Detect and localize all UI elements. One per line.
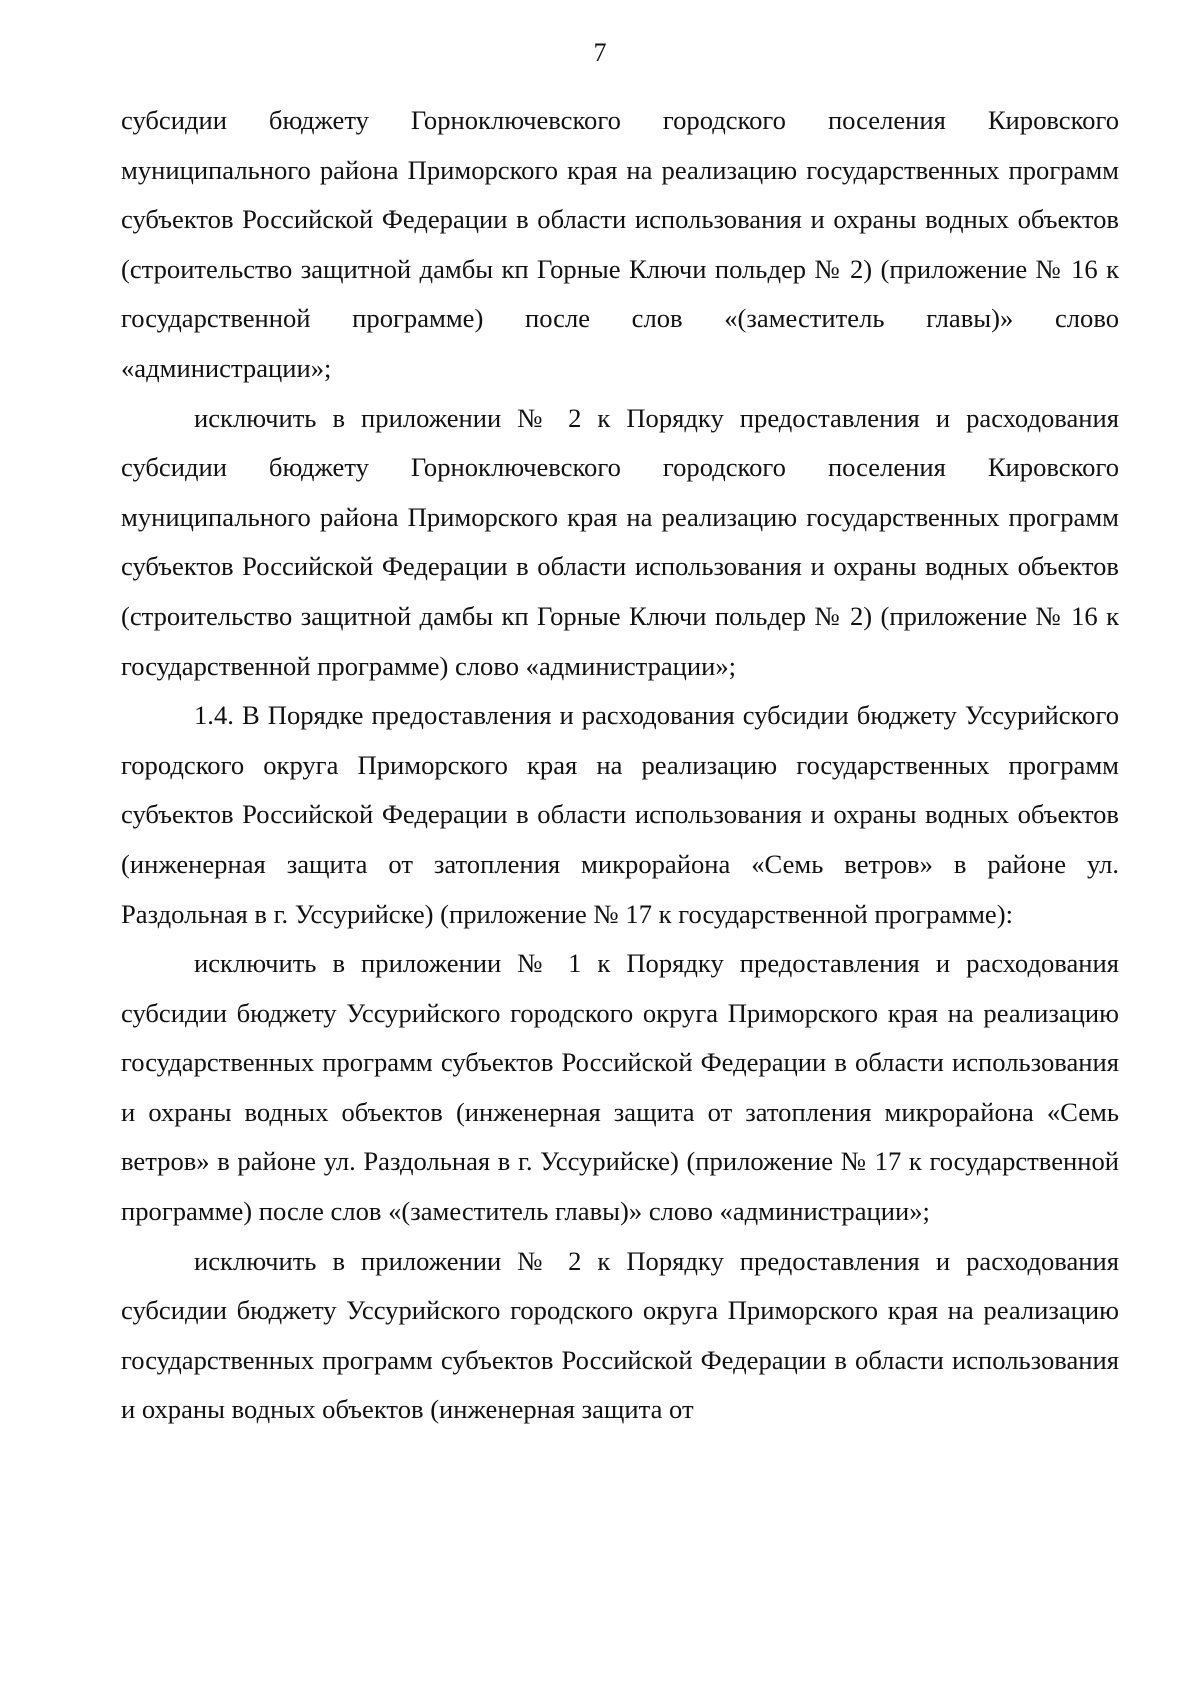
paragraph-4: исключить в приложении № 1 к Порядку предоставления и расходования субсидии бюджету Уссурийского городского округа Приморского края на реализацию государственных программ субъектов Российской Федерации в области использования и охраны водных объектов (инженерная защита от затопления микрорайона «Семь ветров» в районе ул. Раздольная в г. Уссурийске) (приложение № 17 к государственной программе) после слов «(заместитель главы)» слово «администрации»; — [121, 948, 1119, 1227]
paragraph-2: исключить в приложении № 2 к Порядку предоставления и расходования субсидии бюджету Горноключевского городского поселения Кировского муниципального района Приморского края на реализацию государственных программ субъектов Российской Федерации в области использования и охраны водных объектов (строительство защитной дамбы кп Горные Ключи польдер № 2) (приложение № 16 к государственной программе) слово «администрации»; — [121, 402, 1119, 681]
document-body — [121, 96, 1119, 1435]
page-number: 7 — [593, 38, 607, 67]
paragraph-1: субсидии бюджету Горноключевского городского поселения Кировского муниципального района Приморского края на реализацию государственных программ субъектов Российской Федерации в области использования и охраны водных объектов (строительство защитной дамбы кп Горные Ключи польдер № 2) (приложение № 16 к государственной программе) после слов «(заместитель главы)» слово «администрации»; — [121, 105, 1119, 383]
paragraph-3: 1.4. В Порядке предоставления и расходования субсидии бюджету Уссурийского городского округа Приморского края на реализацию государственных программ субъектов Российской Федерации в области использования и охраны водных объектов (инженерная защита от затопления микрорайона «Семь ветров» в районе ул. Раздольная в г. Уссурийске) (приложение № 17 к государственной программе): — [121, 700, 1119, 929]
paragraph-5: исключить в приложении № 2 к Порядку предоставления и расходования субсидии бюджету Уссурийского городского округа Приморского края на реализацию государственных программ субъектов Российской Федерации в области использования и охраны водных объектов (инженерная защита от — [121, 1245, 1119, 1425]
